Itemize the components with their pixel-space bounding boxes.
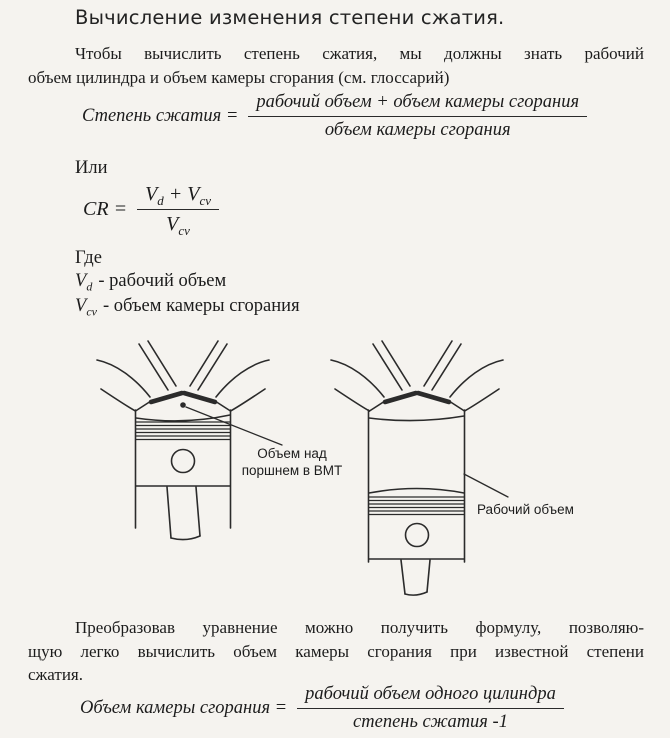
paragraph-line: сжатия. [28,665,83,684]
bdc-cylinder-drawing [331,341,508,595]
piston-crown [136,415,230,421]
tdc-cylinder-drawing [97,341,282,540]
head-interior-line [369,416,464,421]
definition-vcv [75,294,300,319]
valve-seat [184,393,215,402]
chamber-edge [136,401,152,411]
tdc-volume-label: Объем над [257,446,327,461]
fraction [248,92,587,141]
piston-diagram-svg [0,330,670,622]
intro-paragraph [28,42,644,89]
fraction [137,183,219,236]
formula-cr-symbolic [83,183,219,236]
connecting-rod [401,560,405,594]
formula-lhs: Степень сжатия = [82,106,239,126]
port-wall-curve [231,389,266,411]
definition-text: - рабочий объем [98,271,227,291]
valve-seat [385,393,416,402]
formula-compression-ratio-words [82,92,587,141]
fraction-denominator: объем камеры сгорания [324,120,511,140]
chamber-edge [215,401,231,411]
vcv-symbol: V [166,213,179,235]
wrist-pin [406,524,429,547]
connecting-rod [427,560,430,592]
fraction-numerator: рабочий объем одного цилиндра [297,684,564,709]
symbol-definitions [75,269,300,319]
engine-cylinder-diagram [0,330,670,627]
chamber-edge [449,401,465,411]
or-label: Или [75,158,108,178]
connecting-rod-foot [405,592,427,595]
port-wall-curve [335,389,370,411]
tdc-volume-label: поршнем в ВМТ [241,463,343,478]
piston-rings [369,497,464,515]
closing-paragraph [28,616,644,687]
connecting-rod [196,487,200,536]
fraction-denominator: степень сжатия -1 [353,712,508,732]
port-wall-curve [465,389,500,411]
paragraph-line: Преобразовав уравнение можно получить формулу, позволяю- [75,618,644,637]
wrist-pin [172,450,195,473]
formula-chamber-volume [80,684,564,733]
bdc-volume-label: Рабочий объем [477,502,574,517]
piston-rings [136,422,230,440]
equals-sign: = [113,198,128,220]
vcv-subscript: cv [199,193,212,208]
valve-seat [418,393,449,402]
vcv-subscript: cv [178,223,190,238]
fraction-numerator [137,183,219,210]
definition-text: - объем камеры сгорания [102,296,300,316]
connecting-rod [167,487,171,538]
paragraph-line: объем цилиндра и объем камеры сгорания (см. глоссарий) [28,67,450,87]
cr-symbol: CR [83,198,109,220]
paragraph-line: щую легко вычислить объем камеры сгорания при известной степени [28,641,644,661]
formula-lhs: Объем камеры сгорания = [80,698,288,718]
definition-vd [75,269,300,294]
fraction-numerator: рабочий объем + объем камеры сгорания [248,92,587,117]
plus-sign: + [168,183,183,205]
chamber-marker-dot [180,402,186,408]
fraction [297,684,564,733]
port-wall-curve [101,389,136,411]
vd-symbol: $V_d$ [75,271,93,294]
vd-symbol: V [145,183,158,205]
formula-lhs [83,198,127,221]
piston-crown [369,489,464,494]
valve-seat [151,393,182,402]
paragraph-line: Чтобы вычислить степень сжатия, мы должны знать рабочий [75,44,644,63]
fraction-denominator [137,210,219,236]
vd-subscript: d [157,193,164,208]
chamber-edge [370,401,386,411]
vcv-symbol: $V_{cv}$ [75,296,97,319]
connecting-rod-foot [171,536,200,540]
label-leader-line [464,474,508,497]
where-label: Где [75,248,102,268]
page-title: Вычисление изменения степени сжатия. [75,6,505,29]
vcv-symbol: V [187,183,200,205]
